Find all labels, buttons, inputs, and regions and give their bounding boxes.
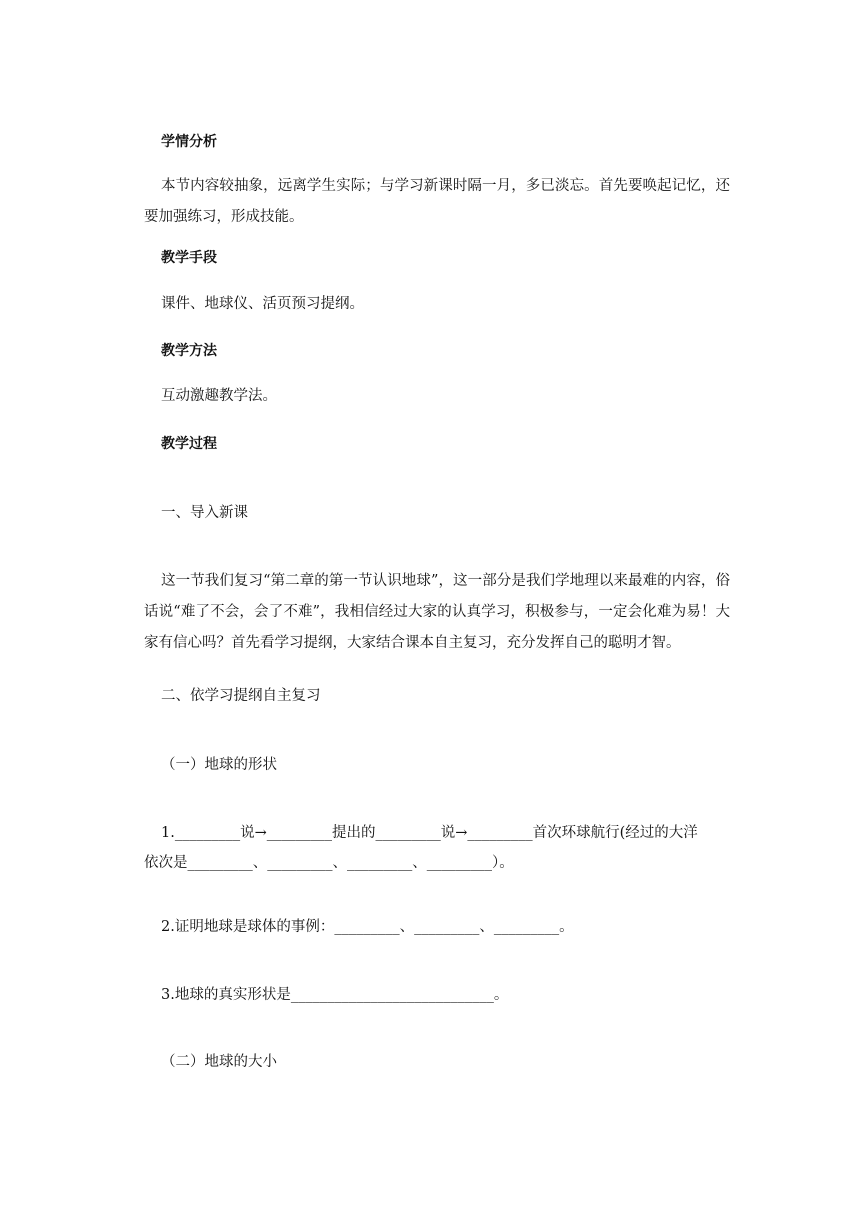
analysis-heading: 学情分析: [161, 134, 217, 150]
question-1-line-1: 1._________说→_________提出的_________说→_________首次环球航行(经过的大洋: [161, 825, 698, 841]
analysis-paragraph: 本节内容较抽象，远离学生实际；与学习新课时隔一月，多已淡忘。首先要唤起记忆，还要加强练习，形成技能。: [144, 178, 730, 225]
method-heading: 教学方法: [161, 343, 217, 359]
question-2: 2.证明地球是球体的事例：_________、_________、_________。: [161, 919, 574, 935]
method-paragraph: 互动激趣教学法。: [161, 388, 277, 404]
question-3: 3.地球的真实形状是____________________________。: [161, 987, 509, 1003]
step2-heading: 二、依学习提纲自主复习: [161, 688, 321, 704]
means-heading: 教学手段: [161, 250, 217, 266]
step1-heading: 一、导入新课: [161, 505, 248, 521]
part2-heading: （二）地球的大小: [161, 1054, 277, 1070]
part1-heading: （一）地球的形状: [161, 757, 277, 773]
means-paragraph: 课件、地球仪、活页预习提纲。: [161, 296, 364, 312]
question-1-line-2: 依次是_________、_________、_________、_________）。: [144, 855, 514, 871]
process-heading: 教学过程: [161, 436, 217, 452]
step1-paragraph: 这一节我们复习“第二章的第一节认识地球”，这一部分是我们学地理以来最难的内容，俗话说“难了不会，会了不难”，我相信经过大家的认真学习，积极参与，一定会化难为易！大家有信心吗？首先看学习提纲，大家结合课本自主复习，充分发挥自己的聪明才智。: [144, 573, 730, 651]
